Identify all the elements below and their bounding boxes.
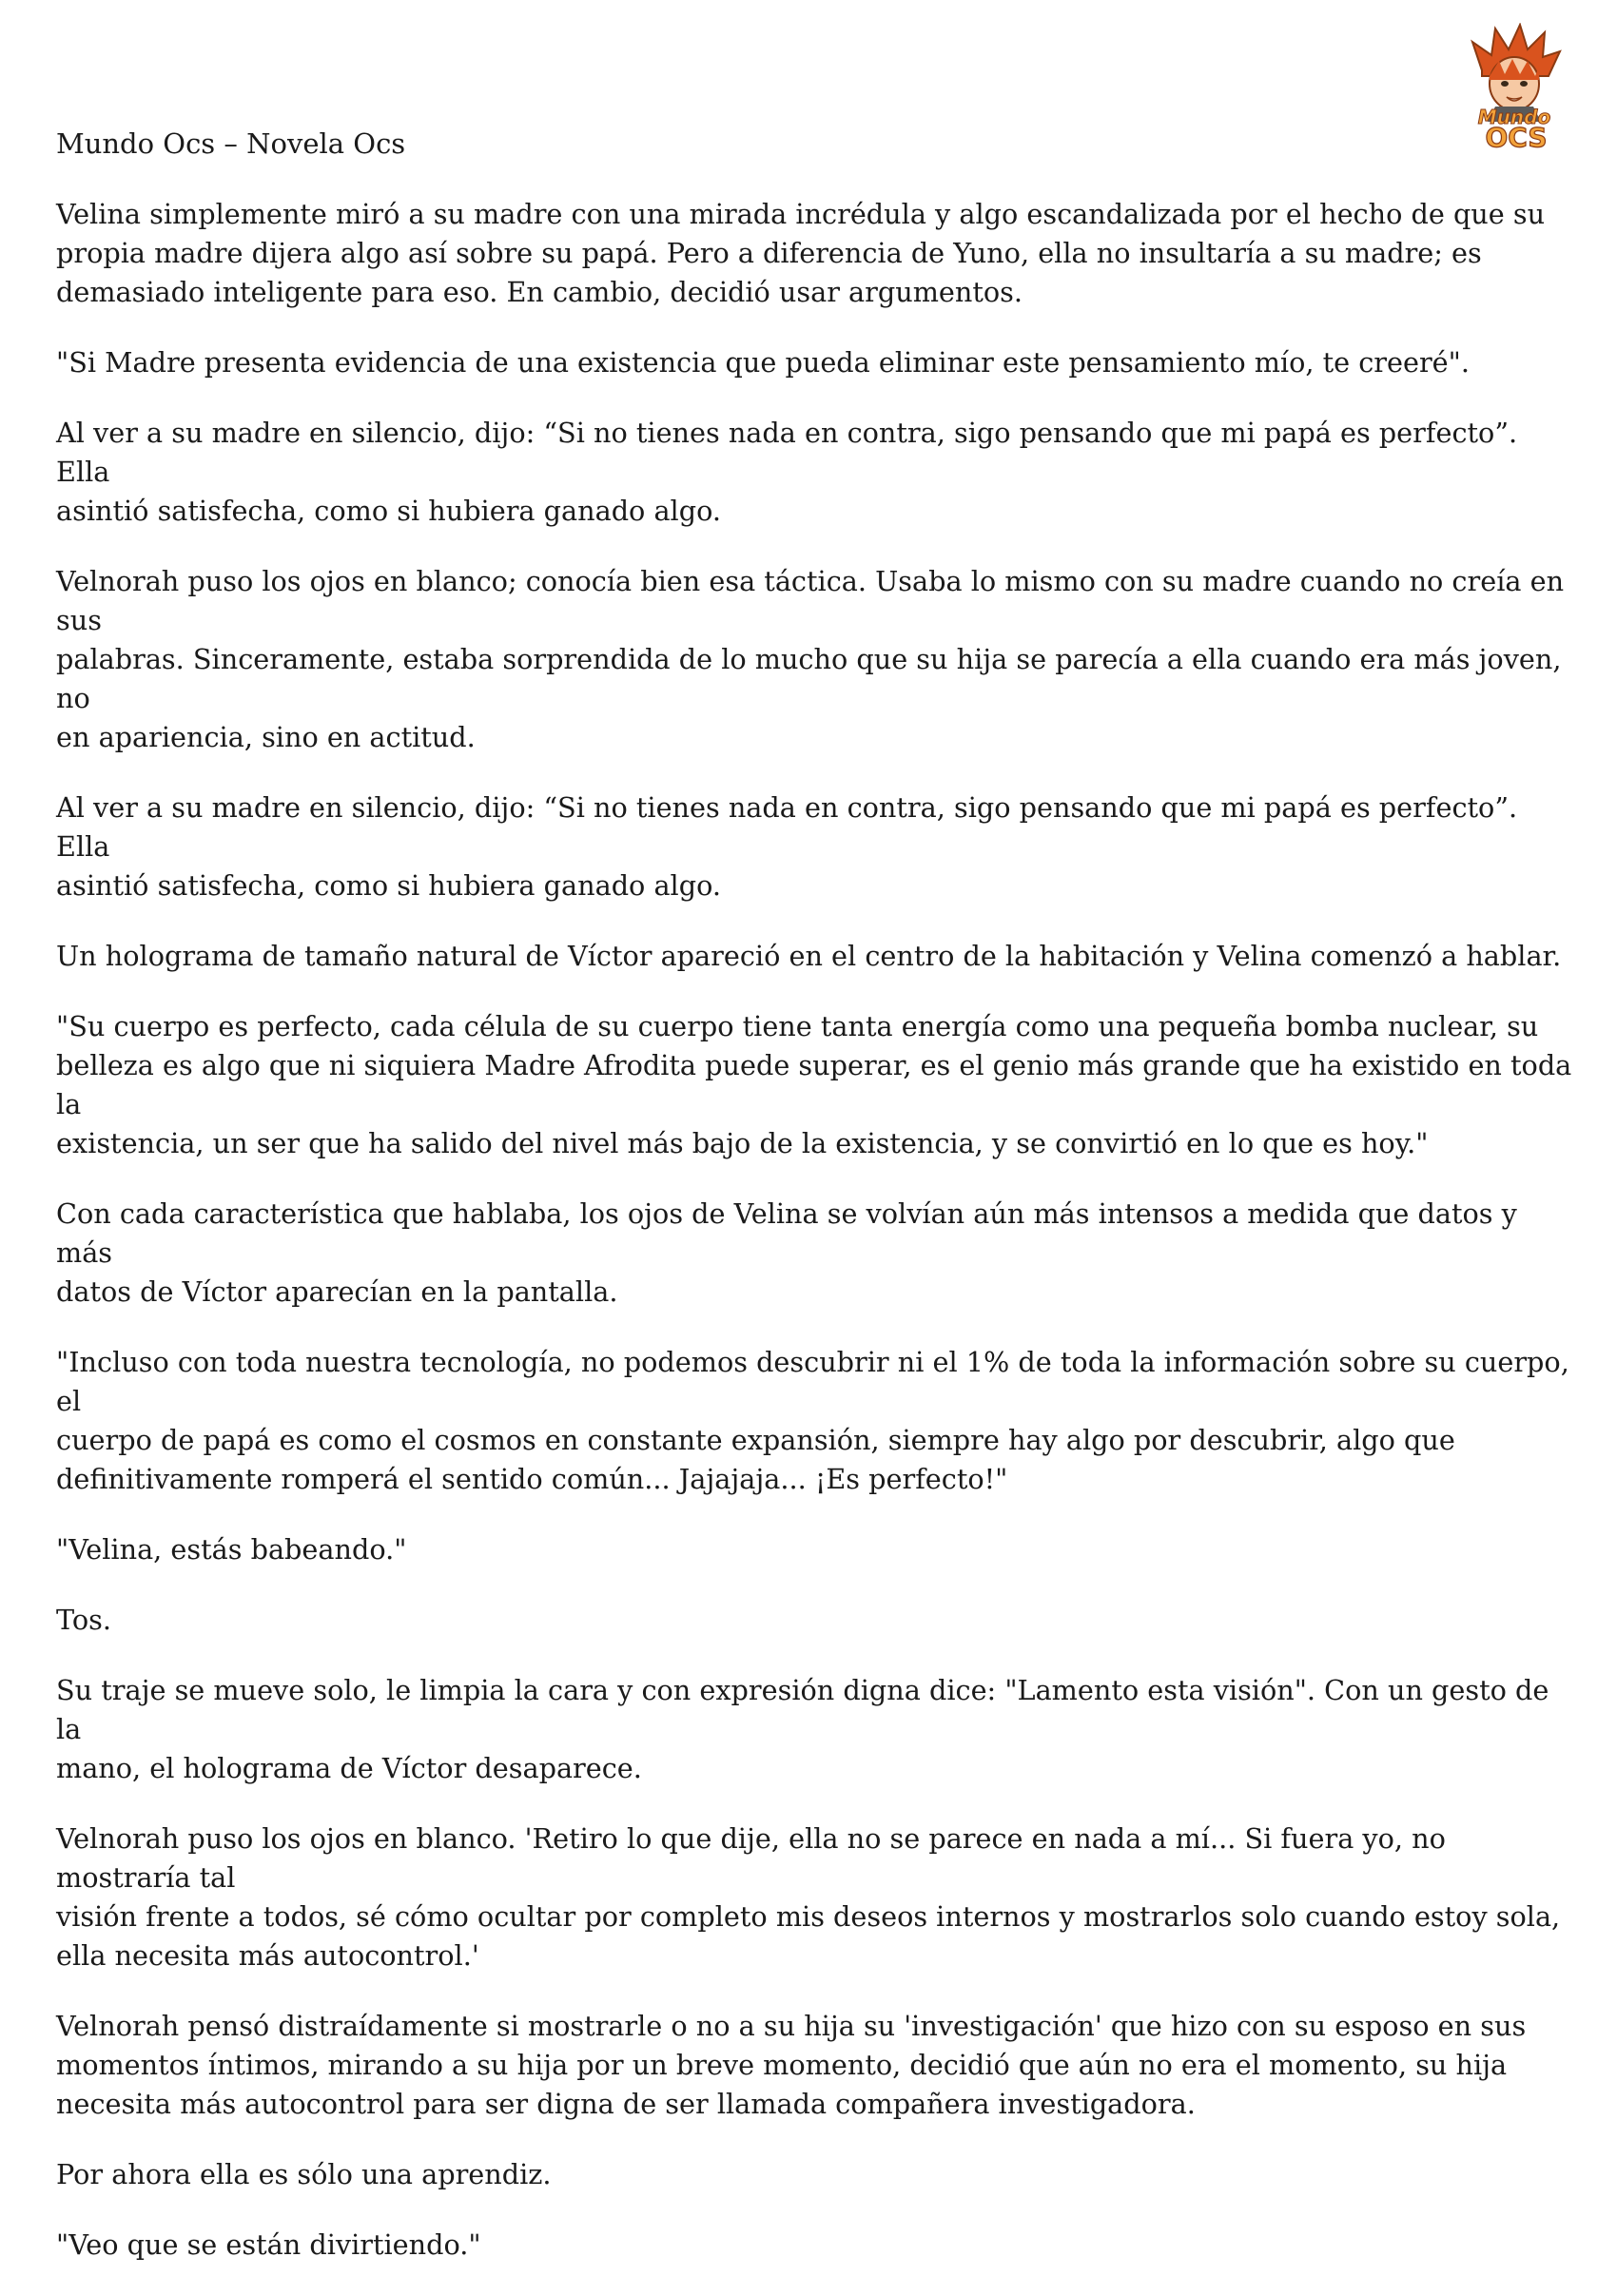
paragraph-line: ella necesita más autocontrol.' [56, 1939, 479, 1972]
paragraph-line: cuerpo de papá es como el cosmos en constante expansión, siempre hay algo por descubrir, algo que [56, 1424, 1455, 1456]
paragraph-line: "Veo que se están divirtiendo." [56, 2228, 481, 2261]
paragraph-line: en apariencia, sino en actitud. [56, 721, 476, 753]
paragraph [56, 1819, 1578, 1975]
paragraph-line: Velina simplemente miró a su madre con una mirada incrédula y algo escandalizada por el hecho de que su [56, 198, 1546, 230]
paragraph [56, 195, 1578, 312]
paragraph [56, 1601, 1578, 1640]
paragraph-line: "Su cuerpo es perfecto, cada célula de su cuerpo tiene tanta energía como una pequeña bomba nuclear, su [56, 1010, 1539, 1042]
paragraph-line: existencia, un ser que ha salido del nivel más bajo de la existencia, y se convirtió en lo que es hoy." [56, 1127, 1429, 1159]
paragraph-line: palabras. Sinceramente, estaba sorprendida de lo mucho que su hija se parecía a ella cuando era más joven, no [56, 643, 1562, 714]
page-header: Mundo Ocs – Novela Ocs [56, 127, 406, 160]
paragraph-line: Velnorah puso los ojos en blanco. 'Retiro lo que dije, ella no se parece en nada a mí... Si fuera yo, no mostraría tal [56, 1822, 1446, 1894]
paragraph-line: "Si Madre presenta evidencia de una existencia que pueda eliminar este pensamiento mío, te creeré". [56, 346, 1470, 379]
paragraph-line: Al ver a su madre en silencio, dijo: “Si no tienes nada en contra, sigo pensando que mi papá es perfecto”. Ella [56, 417, 1518, 488]
paragraph-line: demasiado inteligente para eso. En cambio, decidió usar argumentos. [56, 276, 1023, 308]
paragraph [56, 788, 1578, 905]
paragraph-line: necesita más autocontrol para ser digna de ser llamada compañera investigadora. [56, 2088, 1196, 2120]
document-body [56, 195, 1578, 2296]
paragraph-line: propia madre dijera algo así sobre su papá. Pero a diferencia de Yuno, ella no insultaría a su madre; es [56, 237, 1482, 269]
paragraph-line: asintió satisfecha, como si hubiera ganado algo. [56, 495, 721, 527]
logo-text-bottom: OCS [1485, 122, 1548, 152]
paragraph [56, 414, 1578, 531]
paragraph-line: Velnorah pensó distraídamente si mostrarle o no a su hija su 'investigación' que hizo con su esposo en sus [56, 2010, 1527, 2042]
paragraph-line: "Incluso con toda nuestra tecnología, no podemos descubrir ni el 1% de toda la información sobre su cuerpo, el [56, 1346, 1569, 1417]
paragraph [56, 2155, 1578, 2194]
paragraph [56, 562, 1578, 757]
logo-text-top: Mundo [1477, 106, 1551, 128]
paragraph [56, 2007, 1578, 2124]
paragraph-line: Por ahora ella es sólo una aprendiz. [56, 2158, 552, 2190]
paragraph-line: asintió satisfecha, como si hubiera ganado algo. [56, 869, 721, 902]
paragraph-line: Un holograma de tamaño natural de Víctor apareció en el centro de la habitación y Velina comenzó a hablar. [56, 940, 1562, 972]
paragraph [56, 1671, 1578, 1788]
paragraph-line: definitivamente romperá el sentido común... Jajajaja... ¡Es perfecto!" [56, 1463, 1008, 1495]
paragraph [56, 937, 1578, 976]
paragraph-line: "Velina, estás babeando." [56, 1533, 407, 1566]
paragraph-line: belleza es algo que ni siquiera Madre Afrodita puede superar, es el genio más grande que ha existido en toda la [56, 1049, 1572, 1120]
paragraph-line: visión frente a todos, sé cómo ocultar por completo mis deseos internos y mostrarlos solo cuando estoy sola, [56, 1900, 1561, 1933]
paragraph [56, 1007, 1578, 1163]
paragraph [56, 1530, 1578, 1569]
paragraph-line: Tos. [56, 1604, 112, 1636]
paragraph [56, 343, 1578, 382]
mascot-logo-icon [1453, 23, 1575, 152]
mundo-ocs-logo [1453, 23, 1575, 152]
paragraph-line: mano, el holograma de Víctor desaparece. [56, 1752, 642, 1784]
paragraph-line: Velnorah puso los ojos en blanco; conocía bien esa táctica. Usaba lo mismo con su madre cuando no creía en sus [56, 565, 1565, 636]
paragraph [56, 2226, 1578, 2265]
paragraph-line: Con cada característica que hablaba, los ojos de Velina se volvían aún más intensos a medida que datos y más [56, 1197, 1517, 1269]
paragraph-line: Al ver a su madre en silencio, dijo: “Si no tienes nada en contra, sigo pensando que mi papá es perfecto”. Ella [56, 791, 1518, 863]
paragraph [56, 1343, 1578, 1499]
paragraph [56, 1195, 1578, 1312]
paragraph-line: momentos íntimos, mirando a su hija por un breve momento, decidió que aún no era el momento, su hija [56, 2049, 1508, 2081]
paragraph-line: datos de Víctor aparecían en la pantalla. [56, 1275, 618, 1308]
paragraph-line: Su traje se mueve solo, le limpia la cara y con expresión digna dice: "Lamento esta visión". Con un gesto de la [56, 1674, 1549, 1745]
